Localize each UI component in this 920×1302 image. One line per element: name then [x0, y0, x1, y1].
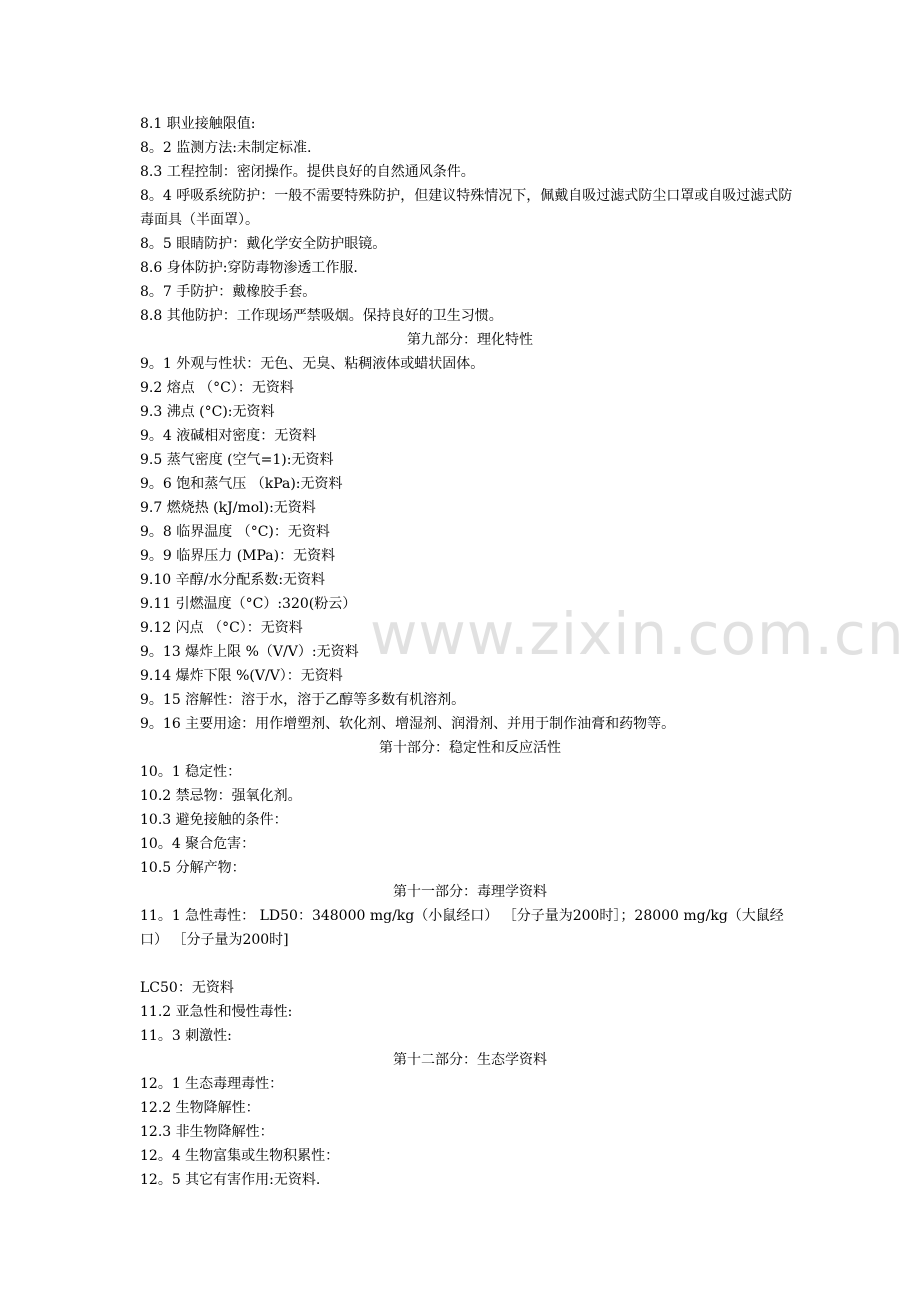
section-11-1: 11。1 急性毒性： LD50：348000 mg/kg（小鼠经口） ［分子量为200时］；28000 mg/kg（大鼠经口） ［分子量为200时] [140, 908, 784, 948]
heading-part-11: 第十一部分：毒理学资料 [393, 884, 547, 900]
section-10-1: 10。1 稳定性： [140, 764, 242, 780]
heading-part-12: 第十二部分：生态学资料 [393, 1052, 547, 1068]
section-9-12: 9.12 闪点 （°C）：无资料 [140, 620, 303, 636]
section-9-9: 9。9 临界压力 (MPa)：无资料 [140, 548, 336, 564]
section-8-1: 8.1 职业接触限值: [140, 116, 256, 132]
section-9-10: 9.10 辛醇/水分配系数:无资料 [140, 572, 326, 588]
section-8-4: 8。4 呼吸系统防护：一般不需要特殊防护，但建议特殊情况下，佩戴自吸过滤式防尘口罩或自吸过滤式防毒面具（半面罩）。 [140, 188, 793, 228]
section-12-5: 12。5 其它有害作用:无资料. [140, 1172, 321, 1188]
heading-part-10: 第十部分：稳定性和反应活性 [379, 740, 561, 756]
heading-part-9: 第九部分：理化特性 [407, 332, 533, 348]
section-9-2: 9.2 熔点 （°C）：无资料 [140, 380, 294, 396]
section-8-5: 8。5 眼睛防护：戴化学安全防护眼镜。 [140, 236, 387, 252]
section-9-15: 9。15 溶解性：溶于水，溶于乙醇等多数有机溶剂。 [140, 692, 466, 708]
section-8-7: 8。7 手防护：戴橡胶手套。 [140, 284, 317, 300]
watermark-text: www.zixin.com.cn [370, 600, 905, 668]
section-9-8: 9。8 临界温度 （°C)：无资料 [140, 524, 330, 540]
section-9-4: 9。4 液碱相对密度：无资料 [140, 428, 317, 444]
section-8-8: 8.8 其他防护：工作现场严禁吸烟。保持良好的卫生习惯。 [140, 308, 503, 324]
section-8-3: 8.3 工程控制：密闭操作。提供良好的自然通风条件。 [140, 164, 475, 180]
section-11-2: 11.2 亚急性和慢性毒性: [140, 1004, 293, 1020]
section-10-5: 10.5 分解产物： [140, 860, 246, 876]
section-8-2: 8。2 监测方法:未制定标准. [140, 140, 312, 156]
section-9-13: 9。13 爆炸上限 %（V/V）:无资料 [140, 644, 359, 660]
section-11-lc50: LC50：无资料 [140, 980, 234, 996]
section-10-4: 10。4 聚合危害： [140, 836, 256, 852]
section-9-5: 9.5 蒸气密度 (空气=1):无资料 [140, 452, 334, 468]
section-12-1: 12。1 生态毒理毒性： [140, 1076, 284, 1092]
section-9-11: 9.11 引燃温度（°C）:320(粉云） [140, 596, 357, 612]
section-9-1: 9。1 外观与性状：无色、无臭、粘稠液体或蜡状固体。 [140, 356, 485, 372]
section-11-3: 11。3 刺激性: [140, 1028, 232, 1044]
section-8-6: 8.6 身体防护:穿防毒物渗透工作服. [140, 260, 358, 276]
section-12-2: 12.2 生物降解性： [140, 1100, 260, 1116]
document-body [140, 112, 800, 1192]
section-9-14: 9.14 爆炸下限 %(V/V）：无资料 [140, 668, 343, 684]
section-9-3: 9.3 沸点 (°C):无资料 [140, 404, 275, 420]
section-10-3: 10.3 避免接触的条件： [140, 812, 288, 828]
section-9-7: 9.7 燃烧热 (kJ/mol):无资料 [140, 500, 316, 516]
blank-line [140, 952, 800, 976]
section-10-2: 10.2 禁忌物：强氧化剂。 [140, 788, 302, 804]
section-9-6: 9。6 饱和蒸气压 （kPa):无资料 [140, 476, 343, 492]
section-12-3: 12.3 非生物降解性： [140, 1124, 274, 1140]
section-9-16: 9。16 主要用途：用作增塑剂、软化剂、增湿剂、润滑剂、并用于制作油膏和药物等。 [140, 716, 676, 732]
section-12-4: 12。4 生物富集或生物积累性： [140, 1148, 340, 1164]
